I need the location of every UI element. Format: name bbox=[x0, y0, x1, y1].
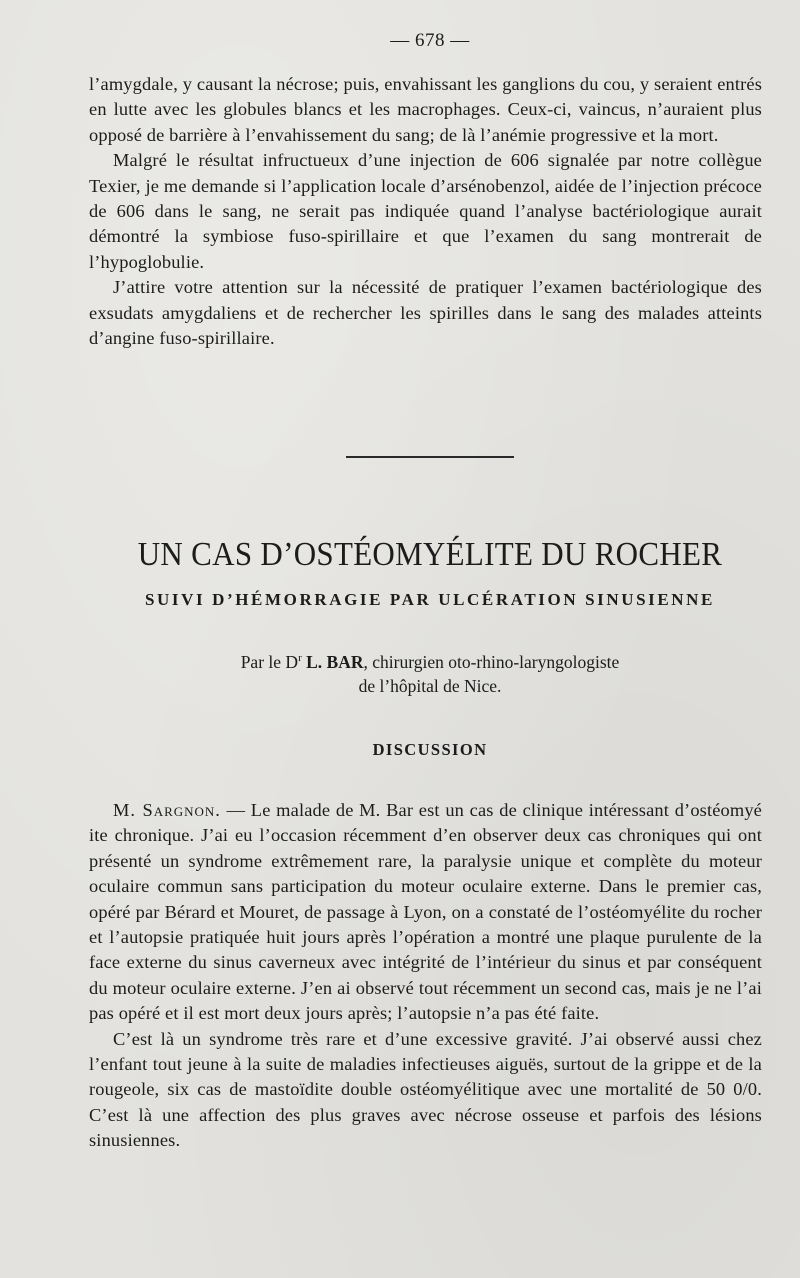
byline-prefix: Par le D bbox=[240, 651, 299, 672]
body-paragraph: Malgré le résultat infructueux d’une injection de 606 signalée par notre collègue Texier, je me demande si l’application locale d’arsénobenzol, aidée de l’injection précoce de 606 dans le sang, ne serait pas indiquée quand l’analyse bactériologique aurait démontré la symbiose fuso-spirillaire et que l’examen du sang montrerait de l’hypoglobulie. bbox=[89, 150, 762, 272]
byline-sup: r bbox=[298, 652, 302, 664]
paragraph-text: — Le malade de M. Bar est un cas de clinique intéressant d’ostéomyé ite chronique. J’ai eu l’occasion récemment d’en observer deux cas chroniques qui ont présenté un syndrome extrêmement rare, la paralysie unique et complète du moteur oculaire commun sans participation du moteur oculaire externe. Dans le premier cas, opéré par Bérard et Mouret, de passage à Lyon, on a constaté de l’ostéomyélite du rocher et l’autopsie pratiquée huit jours après l’opération a montré une plaque purulente de la face externe du sinus caverneux avec intégrité de l’intérieur du sinus et par conséquent du moteur oculaire externe. J’en ai observé tout récemment un second cas, mais je ne l’ai pas opéré et il est mort deux jours après; l’autopsie n’a pas été faite. bbox=[89, 800, 762, 1024]
continued-paragraph: l’amygdale, y causant la nécrose; puis, envahissant les ganglions du cou, y seraient entrés en lutte avec les globules blancs et les macrophages. Ceux-ci, vaincus, n’auraient plus opposé de barrière à l’envahissement du sang; de là l’anémie progressive et la mort. bbox=[89, 74, 762, 145]
author-role: , chirurgien oto-rhino-laryngologiste bbox=[363, 651, 620, 672]
section-divider bbox=[346, 456, 514, 458]
article-title: UN CAS D’OSTÉOMYÉLITE DU ROCHER bbox=[137, 534, 723, 573]
speaker-name: M. Sargnon. bbox=[113, 800, 221, 820]
discussion-body bbox=[89, 798, 762, 1154]
previous-article-ending bbox=[89, 72, 762, 351]
author-name: L. BAR bbox=[306, 651, 364, 672]
body-paragraph: C’est là un syndrome très rare et d’une excessive gravité. J’ai observé aussi chez l’enfant tout jeune à la suite de maladies infectieuses aiguës, surtout de la grippe et de la rougeole, six cas de mastoïdite double ostéomyélitique avec une mortalité de 50 0/0. C’est là une affection des plus graves avec nécrose osseuse et parfois des lésions sinusiennes. bbox=[89, 1028, 762, 1151]
byline-line-1 bbox=[0, 646, 800, 674]
section-heading: DISCUSSION bbox=[372, 740, 488, 759]
byline bbox=[0, 646, 800, 698]
body-paragraph: J’attire votre attention sur la nécessité de pratiquer l’examen bactériologique des exsudats amygdaliens et de rechercher les spirilles dans le sang des malades atteints d’angine fuso-spirillaire. bbox=[89, 277, 762, 349]
article-subtitle: SUIVI D’HÉMORRAGIE PAR ULCÉRATION SINUSIENNE bbox=[145, 590, 715, 609]
body-paragraph bbox=[89, 798, 762, 1027]
page-number: — 678 — bbox=[390, 30, 470, 51]
author-affiliation: de l’hôpital de Nice. bbox=[358, 675, 502, 696]
